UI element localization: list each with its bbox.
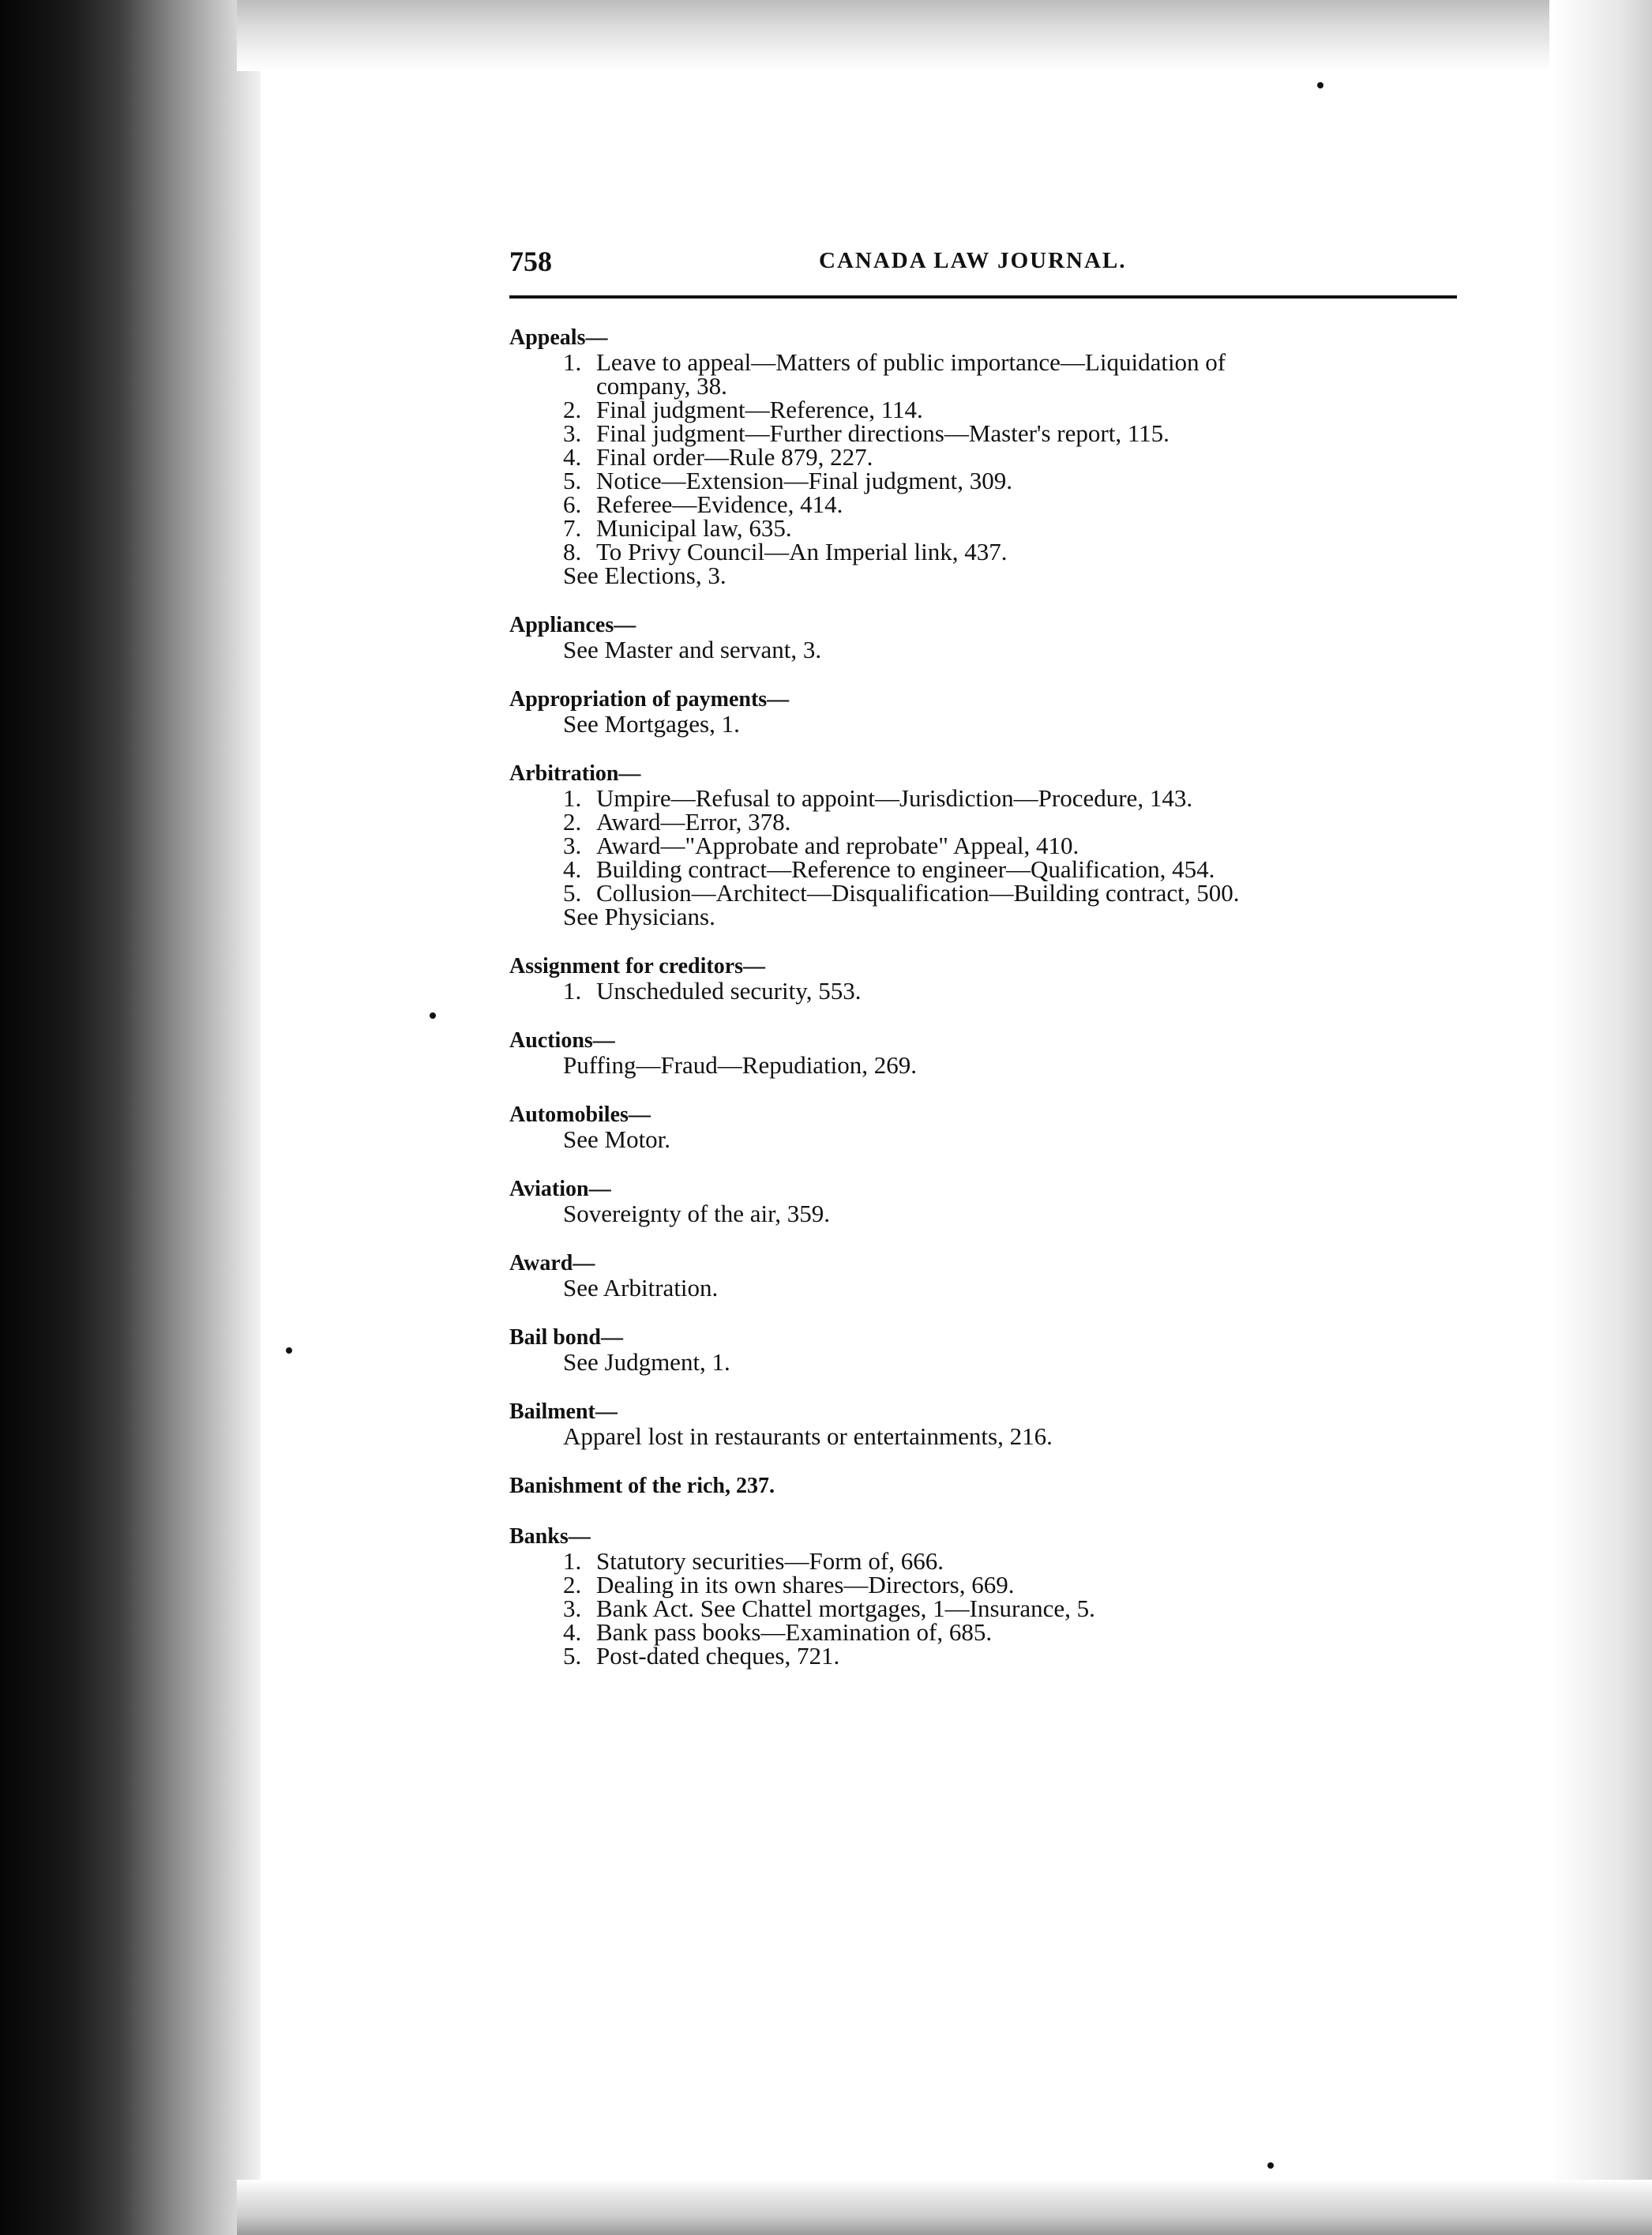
list-item bbox=[563, 398, 1457, 422]
item-text: Award—"Approbate and reprobate" Appeal, 410. bbox=[596, 832, 1079, 859]
item-number: 7. bbox=[563, 514, 582, 542]
index-entry bbox=[509, 1102, 1457, 1151]
item-text: To Privy Council—An Imperial link, 437. bbox=[596, 538, 1008, 565]
item-text: Final judgment—Reference, 114. bbox=[596, 396, 923, 423]
item-number: 3. bbox=[563, 1595, 582, 1622]
list-item bbox=[563, 540, 1457, 564]
entry-heading: Banishment of the rich, 237. bbox=[509, 1474, 775, 1498]
entry-line: Sovereignty of the air, 359. bbox=[563, 1200, 830, 1227]
list-item bbox=[563, 1644, 1457, 1668]
entry-line: See Master and servant, 3. bbox=[563, 636, 822, 663]
item-text: Statutory securities—Form of, 666. bbox=[596, 1547, 944, 1575]
entry-heading: Aviation— bbox=[509, 1177, 611, 1201]
entry-heading: Appliances— bbox=[509, 613, 636, 637]
item-text: Notice—Extension—Final judgment, 309. bbox=[596, 467, 1012, 494]
numbered-list bbox=[509, 979, 1457, 1003]
numbered-list bbox=[509, 1549, 1457, 1668]
item-number: 1. bbox=[563, 348, 582, 376]
item-text: Bank pass books—Examination of, 685. bbox=[596, 1618, 993, 1646]
item-text: Final judgment—Further directions—Master's report, 115. bbox=[596, 419, 1170, 447]
entry-heading: Bailment— bbox=[509, 1399, 618, 1424]
list-item bbox=[563, 1597, 1457, 1621]
entry-heading: Appropriation of payments— bbox=[509, 687, 790, 712]
journal-title: CANADA LAW JOURNAL. bbox=[819, 248, 1127, 273]
index-entry bbox=[509, 613, 1457, 662]
list-item bbox=[563, 1573, 1457, 1597]
list-item bbox=[563, 348, 1457, 376]
list-item bbox=[563, 445, 1457, 469]
index-entry bbox=[509, 1524, 1457, 1668]
entry-line: See Judgment, 1. bbox=[563, 1348, 730, 1376]
scan-speck bbox=[1317, 82, 1323, 88]
item-number: 1. bbox=[563, 1547, 582, 1575]
list-item bbox=[563, 469, 1457, 493]
entry-line: Puffing—Fraud—Repudiation, 269. bbox=[563, 1051, 918, 1079]
item-continuation: company, 38. bbox=[596, 372, 727, 400]
entry-heading: Auctions— bbox=[509, 1028, 615, 1053]
list-item bbox=[563, 1618, 1457, 1646]
item-number: 1. bbox=[563, 784, 582, 812]
numbered-list bbox=[509, 784, 1457, 930]
index-entry bbox=[509, 687, 1457, 736]
item-text: Referee—Evidence, 414. bbox=[596, 490, 843, 518]
index-entry bbox=[509, 325, 1457, 588]
item-text: Leave to appeal—Matters of public importance—Liquidation of bbox=[596, 348, 1226, 376]
list-item bbox=[563, 784, 1457, 812]
index-entry bbox=[509, 1251, 1457, 1300]
item-number: 4. bbox=[563, 855, 582, 883]
list-item bbox=[563, 881, 1457, 905]
list-item bbox=[563, 810, 1457, 834]
item-text: Collusion—Architect—Disqualification—Building contract, 500. bbox=[596, 879, 1240, 907]
item-number: 2. bbox=[563, 808, 582, 836]
entry-line: See Motor. bbox=[563, 1125, 671, 1153]
index-entry bbox=[509, 1325, 1457, 1374]
item-number: 5. bbox=[563, 879, 582, 907]
index-entry bbox=[509, 1474, 1457, 1499]
entry-heading: Appeals— bbox=[509, 325, 608, 350]
item-number: 5. bbox=[563, 467, 582, 494]
item-number: 4. bbox=[563, 443, 582, 471]
scan-shadow-right bbox=[1549, 0, 1652, 2235]
page-number: 758 bbox=[509, 246, 552, 277]
scan-speck bbox=[430, 1012, 436, 1019]
entry-line: See Mortgages, 1. bbox=[563, 710, 740, 738]
see-reference: See Physicians. bbox=[563, 903, 715, 930]
entry-heading: Arbitration— bbox=[509, 761, 641, 786]
item-number: 3. bbox=[563, 419, 582, 447]
entry-heading: Automobiles— bbox=[509, 1102, 651, 1127]
item-text: Building contract—Reference to engineer—Qualification, 454. bbox=[596, 855, 1215, 883]
item-number: 5. bbox=[563, 1642, 582, 1670]
item-number: 6. bbox=[563, 490, 582, 518]
item-number: 3. bbox=[563, 832, 582, 859]
item-number: 2. bbox=[563, 1571, 582, 1598]
entry-line: See Arbitration. bbox=[563, 1274, 719, 1302]
see-reference: See Elections, 3. bbox=[563, 562, 727, 589]
entry-heading: Bail bond— bbox=[509, 1325, 623, 1350]
item-number: 2. bbox=[563, 396, 582, 423]
list-item bbox=[563, 834, 1457, 858]
index-entry bbox=[509, 1177, 1457, 1226]
item-number: 4. bbox=[563, 1618, 582, 1646]
item-text: Unscheduled security, 553. bbox=[596, 977, 862, 1005]
scan-shadow-top bbox=[237, 0, 1652, 71]
list-item bbox=[563, 1549, 1457, 1573]
item-number: 8. bbox=[563, 538, 582, 565]
scan-speck bbox=[286, 1347, 292, 1354]
item-text: Final order—Rule 879, 227. bbox=[596, 443, 873, 471]
scan-shadow-left bbox=[0, 0, 261, 2235]
list-item bbox=[563, 855, 1457, 883]
list-item bbox=[563, 419, 1457, 447]
list-item bbox=[563, 516, 1457, 540]
index-entry bbox=[509, 954, 1457, 1003]
item-text: Municipal law, 635. bbox=[596, 514, 792, 542]
numbered-list bbox=[509, 348, 1457, 589]
scan-speck bbox=[1267, 2162, 1274, 2169]
item-number: 1. bbox=[563, 977, 582, 1005]
item-text: Umpire—Refusal to appoint—Jurisdiction—Procedure, 143. bbox=[596, 784, 1193, 812]
item-text: Post-dated cheques, 721. bbox=[596, 1642, 840, 1670]
entry-heading: Banks— bbox=[509, 1524, 591, 1549]
index-entry bbox=[509, 761, 1457, 929]
scan-shadow-bottom bbox=[237, 2180, 1652, 2235]
index-entry bbox=[509, 1399, 1457, 1448]
list-item bbox=[563, 490, 1457, 518]
entry-heading: Assignment for creditors— bbox=[509, 954, 766, 979]
item-text: Award—Error, 378. bbox=[596, 808, 791, 836]
index-page bbox=[509, 245, 1457, 1693]
entry-line: Apparel lost in restaurants or entertainments, 216. bbox=[563, 1422, 1053, 1450]
running-head bbox=[509, 245, 1457, 292]
item-text: Bank Act. See Chattel mortgages, 1—Insurance, 5. bbox=[596, 1595, 1095, 1622]
header-rule bbox=[509, 295, 1457, 299]
index-entries bbox=[509, 325, 1457, 1668]
list-item bbox=[563, 979, 1457, 1003]
entry-heading: Award— bbox=[509, 1251, 595, 1275]
item-text: Dealing in its own shares—Directors, 669. bbox=[596, 1571, 1015, 1598]
index-entry bbox=[509, 1028, 1457, 1077]
